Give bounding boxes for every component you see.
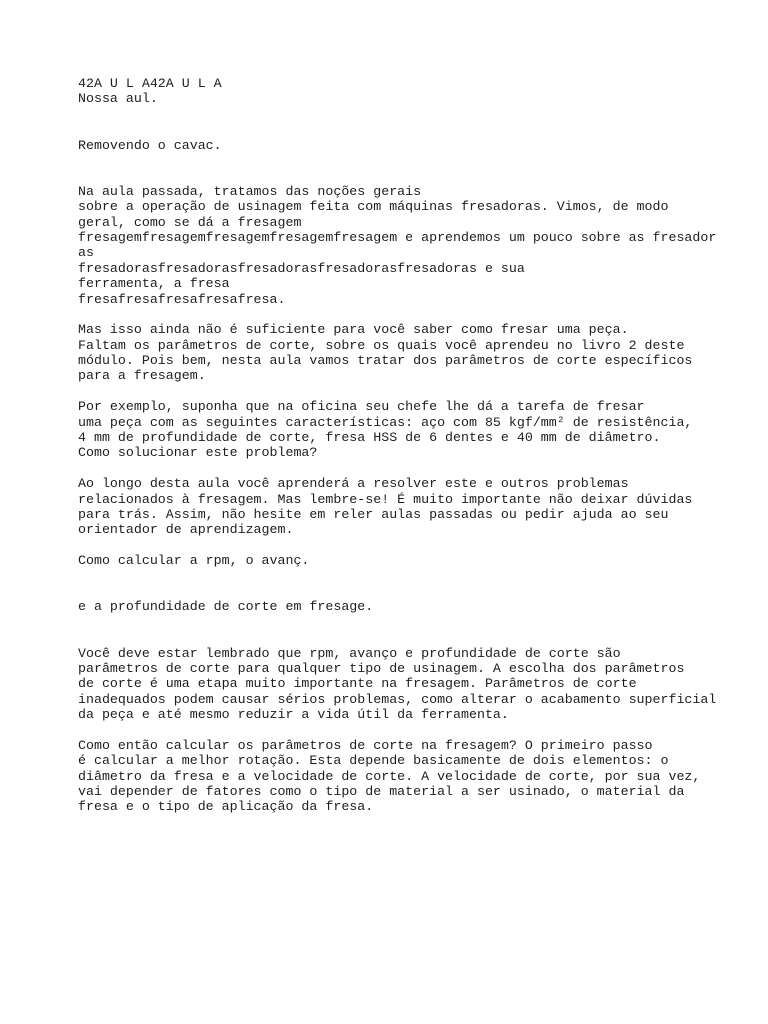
paragraph-line: inadequados podem causar sérios problemas, como alterar o acabamento superficial [78, 691, 717, 707]
paragraph-line: Mas isso ainda não é suficiente para você saber como fresar uma peça. [78, 322, 629, 338]
header-block [78, 76, 758, 107]
paragraph-line: Como então calcular os parâmetros de corte na fresagem? O primeiro passo [78, 737, 653, 753]
section-heading-line: e a profundidade de corte em fresage. [78, 599, 374, 615]
paragraph-line: diâmetro da fresa e a velocidade de corte. A velocidade de corte, por sua vez, [78, 768, 701, 784]
paragraph-line: Na aula passada, tratamos das noções gerais [78, 183, 422, 199]
paragraph-line: uma peça com as seguintes características: aço com 85 kgf/mm² de resistência, [78, 414, 693, 430]
spacer [78, 538, 758, 553]
paragraph-8 [78, 738, 758, 815]
paragraph-line: Como solucionar este problema? [78, 445, 318, 461]
section-heading-1 [78, 138, 758, 153]
paragraph-line: Faltam os parâmetros de corte, sobre os quais você aprendeu no livro 2 deste [78, 337, 685, 353]
paragraph-line: Por exemplo, suponha que na oficina seu chefe lhe dá a tarefa de fresar [78, 399, 645, 415]
section-heading-line: Como calcular a rpm, o avanç. [78, 553, 310, 569]
spacer [78, 722, 758, 737]
section-heading-3 [78, 599, 758, 614]
paragraph-7 [78, 646, 758, 723]
paragraph-line: da peça e até mesmo reduzir a vida útil da ferramenta. [78, 707, 509, 723]
intro-paragraph [78, 184, 758, 307]
paragraph-line: fresadorasfresadorasfresadorasfresadorasfresadoras e sua [78, 260, 525, 276]
paragraph-line: Ao longo desta aula você aprenderá a resolver este e outros problemas [78, 476, 629, 492]
paragraph-line: ferramenta, a fresa [78, 276, 230, 292]
spacer [78, 153, 758, 184]
spacer [78, 307, 758, 322]
paragraph-line: é calcular a melhor rotação. Esta depende basicamente de dois elementos: o [78, 753, 669, 769]
document-page [78, 76, 758, 815]
lesson-title: Nossa aul. [78, 91, 158, 107]
paragraph-line: fresagemfresagemfresagemfresagemfresagem e aprendemos um pouco sobre as fresador [78, 229, 717, 245]
paragraph-line: orientador de aprendizagem. [78, 522, 294, 538]
paragraph-line: vai depender de fatores como o tipo de material a ser usinado, o material da [78, 784, 685, 800]
paragraph-line: as [78, 245, 94, 261]
spacer [78, 569, 758, 600]
paragraph-line: módulo. Pois bem, nesta aula vamos tratar dos parâmetros de corte específicos [78, 353, 693, 369]
paragraph-line: para a fresagem. [78, 368, 206, 384]
paragraph-line: sobre a operação de usinagem feita com máquinas fresadoras. Vimos, de modo [78, 199, 669, 215]
paragraph-4 [78, 476, 758, 538]
paragraph-line: fresa e o tipo de aplicação da fresa. [78, 799, 374, 815]
lesson-number: 42A U L A42A U L A [78, 76, 222, 91]
paragraph-line: fresafresafresafresafresa. [78, 291, 286, 307]
paragraph-line: Você deve estar lembrado que rpm, avanço e profundidade de corte são [78, 645, 621, 661]
paragraph-line: para trás. Assim, não hesite em reler aulas passadas ou pedir ajuda ao seu [78, 506, 669, 522]
spacer [78, 615, 758, 646]
paragraph-line: 4 mm de profundidade de corte, fresa HSS de 6 dentes e 40 mm de diâmetro. [78, 430, 661, 446]
section-heading-2 [78, 553, 758, 568]
spacer [78, 384, 758, 399]
paragraph-3 [78, 399, 758, 461]
section-heading-line: Removendo o cavac. [78, 137, 222, 153]
paragraph-line: geral, como se dá a fresagem [78, 214, 302, 230]
spacer [78, 461, 758, 476]
spacer [78, 107, 758, 138]
paragraph-line: de corte é uma etapa muito importante na fresagem. Parâmetros de corte [78, 676, 637, 692]
paragraph-line: relacionados à fresagem. Mas lembre-se! É muito importante não deixar dúvidas [78, 491, 693, 507]
paragraph-2 [78, 322, 758, 384]
paragraph-line: parâmetros de corte para qualquer tipo de usinagem. A escolha dos parâmetros [78, 660, 685, 676]
